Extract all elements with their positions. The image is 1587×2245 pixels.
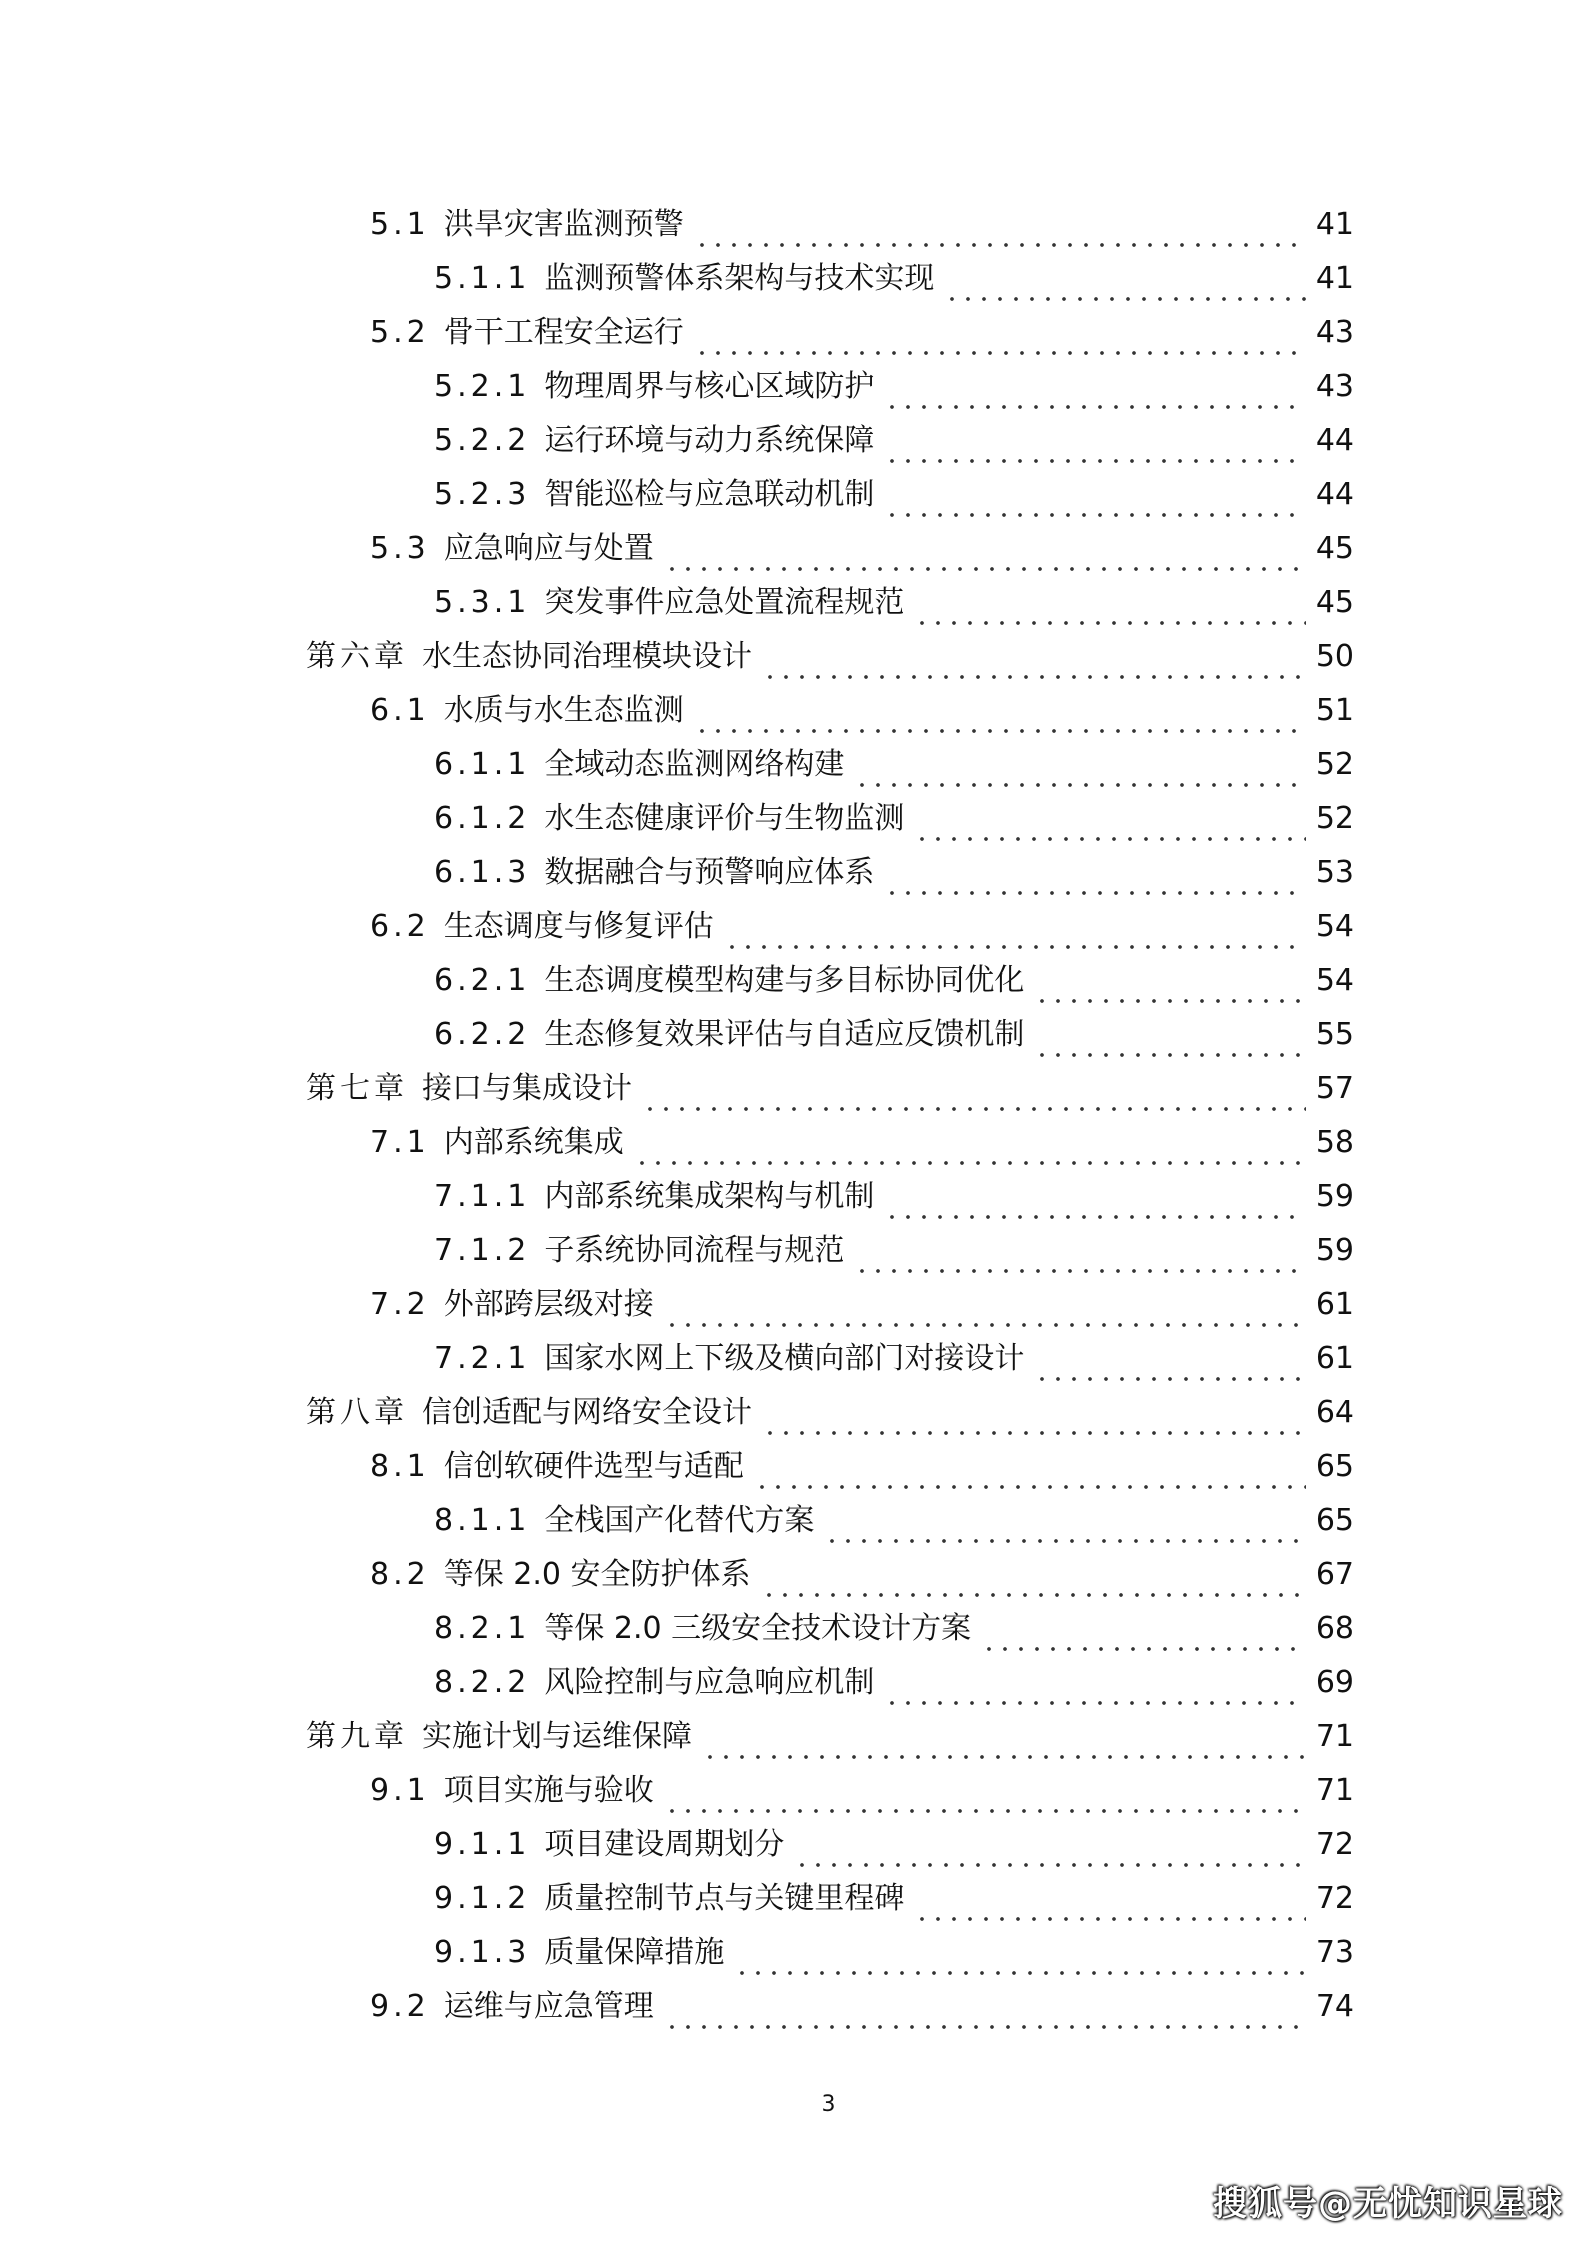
dot-leader bbox=[694, 684, 1306, 738]
dot-leader bbox=[694, 306, 1306, 360]
toc-entry-title: 等保 2.0 安全防护体系 bbox=[443, 1557, 751, 1592]
toc-entry-page: 71 bbox=[1315, 1719, 1354, 1754]
toc-entry-number: 5.3.1 bbox=[434, 585, 531, 620]
toc-entry-title: 生态修复效果评估与自适应反馈机制 bbox=[544, 1017, 1025, 1052]
dot-leader bbox=[724, 900, 1306, 954]
toc-entry-number: 6.2 bbox=[370, 909, 430, 944]
toc-entry-number: 7.2 bbox=[370, 1287, 430, 1322]
toc-entry[interactable] bbox=[370, 198, 1354, 252]
toc-entry-page: 54 bbox=[1315, 963, 1354, 998]
toc-entry[interactable] bbox=[434, 1332, 1354, 1386]
toc-entry-page: 73 bbox=[1315, 1935, 1354, 1970]
toc-entry-number: 9.1.1 bbox=[434, 1827, 531, 1862]
toc-entry[interactable] bbox=[370, 306, 1354, 360]
toc-entry-number: 5.1.1 bbox=[434, 261, 531, 296]
toc-entry-page: 59 bbox=[1315, 1179, 1354, 1214]
toc-entry-page: 44 bbox=[1315, 477, 1354, 512]
toc-entry-title: 国家水网上下级及横向部门对接设计 bbox=[544, 1341, 1025, 1376]
toc-entry-number: 6.1.3 bbox=[434, 855, 531, 890]
dot-leader bbox=[702, 1710, 1306, 1764]
toc-entry-title: 项目实施与验收 bbox=[443, 1773, 654, 1808]
toc-entry-page: 54 bbox=[1315, 909, 1354, 944]
dot-leader bbox=[981, 1602, 1306, 1656]
toc-entry-page: 69 bbox=[1315, 1665, 1354, 1700]
toc-entry-title: 质量保障措施 bbox=[544, 1935, 725, 1970]
toc-entry-number: 6.1 bbox=[370, 693, 430, 728]
toc-entry-title: 信创适配与网络安全设计 bbox=[422, 1395, 752, 1430]
toc-entry-title: 内部系统集成 bbox=[443, 1125, 624, 1160]
dot-leader bbox=[762, 630, 1306, 684]
toc-chapter-entry[interactable] bbox=[306, 630, 1354, 684]
toc-entry[interactable] bbox=[434, 1818, 1354, 1872]
toc-entry-title: 接口与集成设计 bbox=[422, 1071, 632, 1106]
toc-entry-page: 61 bbox=[1315, 1287, 1354, 1322]
toc-entry[interactable] bbox=[370, 1278, 1354, 1332]
toc-entry-page: 52 bbox=[1315, 747, 1354, 782]
dot-leader bbox=[1034, 954, 1305, 1008]
toc-entry-number: 5.2.1 bbox=[434, 369, 531, 404]
toc-entry-page: 65 bbox=[1315, 1503, 1354, 1538]
toc-entry-number: 6.2.1 bbox=[434, 963, 531, 998]
toc-entry-number: 第九章 bbox=[306, 1719, 408, 1754]
toc-entry[interactable] bbox=[434, 1656, 1354, 1710]
toc-entry-number: 5.3 bbox=[370, 531, 430, 566]
toc-entry-page: 65 bbox=[1315, 1449, 1354, 1484]
dot-leader bbox=[884, 360, 1305, 414]
toc-entry-number: 8.1.1 bbox=[434, 1503, 531, 1538]
toc-entry[interactable] bbox=[434, 1008, 1354, 1062]
toc-entry-number: 8.2.1 bbox=[434, 1611, 531, 1646]
toc-entry[interactable] bbox=[370, 1440, 1354, 1494]
toc-entry[interactable] bbox=[434, 792, 1354, 846]
toc-chapter-entry[interactable] bbox=[306, 1710, 1354, 1764]
toc-entry-page: 59 bbox=[1315, 1233, 1354, 1268]
dot-leader bbox=[642, 1062, 1306, 1116]
dot-leader bbox=[884, 414, 1305, 468]
toc-entry-number: 6.1.2 bbox=[434, 801, 531, 836]
dot-leader bbox=[884, 1656, 1305, 1710]
toc-entry[interactable] bbox=[434, 252, 1354, 306]
toc-entry-title: 洪旱灾害监测预警 bbox=[443, 207, 684, 242]
dot-leader bbox=[884, 846, 1305, 900]
toc-entry-number: 5.2.2 bbox=[434, 423, 531, 458]
toc-entry-title: 生态调度与修复评估 bbox=[443, 909, 714, 944]
toc-entry-page: 50 bbox=[1315, 639, 1354, 674]
toc-entry[interactable] bbox=[434, 576, 1354, 630]
toc-entry-title: 质量控制节点与关键里程碑 bbox=[544, 1881, 905, 1916]
toc-entry-title: 外部跨层级对接 bbox=[443, 1287, 654, 1322]
toc-entry-number: 第六章 bbox=[306, 639, 408, 674]
toc-entry[interactable] bbox=[370, 900, 1354, 954]
toc-entry-page: 71 bbox=[1315, 1773, 1354, 1808]
toc-entry-title: 监测预警体系架构与技术实现 bbox=[544, 261, 935, 296]
toc-entry-page: 41 bbox=[1315, 261, 1354, 296]
toc-entry[interactable] bbox=[370, 684, 1354, 738]
dot-leader bbox=[824, 1494, 1305, 1548]
toc-entry-page: 45 bbox=[1315, 531, 1354, 566]
toc-entry[interactable] bbox=[370, 1764, 1354, 1818]
toc-entry-number: 7.1 bbox=[370, 1125, 430, 1160]
toc-entry-page: 61 bbox=[1315, 1341, 1354, 1376]
toc-entry[interactable] bbox=[434, 414, 1354, 468]
toc-entry-title: 实施计划与运维保障 bbox=[422, 1719, 692, 1754]
toc-entry-page: 51 bbox=[1315, 693, 1354, 728]
toc-entry-title: 子系统协同流程与规范 bbox=[544, 1233, 845, 1268]
toc-entry-number: 5.2 bbox=[370, 315, 430, 350]
dot-leader bbox=[664, 1764, 1306, 1818]
toc-entry-title: 风险控制与应急响应机制 bbox=[544, 1665, 875, 1700]
dot-leader bbox=[734, 1926, 1305, 1980]
toc-entry-page: 58 bbox=[1315, 1125, 1354, 1160]
toc-entry[interactable] bbox=[434, 360, 1354, 414]
toc-entry-number: 9.1.2 bbox=[434, 1881, 531, 1916]
toc-entry-page: 43 bbox=[1315, 315, 1354, 350]
toc-entry-number: 7.2.1 bbox=[434, 1341, 531, 1376]
dot-leader bbox=[762, 1386, 1306, 1440]
toc-entry-number: 9.1 bbox=[370, 1773, 430, 1808]
dot-leader bbox=[884, 468, 1305, 522]
dot-leader bbox=[944, 252, 1305, 306]
toc-entry-page: 41 bbox=[1315, 207, 1354, 242]
toc-entry-number: 6.2.2 bbox=[434, 1017, 531, 1052]
dot-leader bbox=[664, 1278, 1306, 1332]
toc-entry-page: 64 bbox=[1315, 1395, 1354, 1430]
dot-leader bbox=[1034, 1332, 1305, 1386]
toc-entry[interactable] bbox=[434, 468, 1354, 522]
toc-entry-title: 运维与应急管理 bbox=[443, 1989, 654, 2024]
toc-entry-page: 45 bbox=[1315, 585, 1354, 620]
toc-entry-number: 8.2.2 bbox=[434, 1665, 531, 1700]
toc-entry[interactable] bbox=[434, 1926, 1354, 1980]
toc-entry-title: 水生态协同治理模块设计 bbox=[422, 639, 752, 674]
dot-leader bbox=[854, 738, 1305, 792]
toc-entry[interactable] bbox=[434, 1494, 1354, 1548]
toc-entry-number: 6.1.1 bbox=[434, 747, 531, 782]
toc-entry-title: 智能巡检与应急联动机制 bbox=[544, 477, 875, 512]
toc-entry-number: 7.1.1 bbox=[434, 1179, 531, 1214]
toc-entry-title: 全域动态监测网络构建 bbox=[544, 747, 845, 782]
toc-entry-page: 44 bbox=[1315, 423, 1354, 458]
dot-leader bbox=[664, 1980, 1306, 2034]
toc-entry-number: 9.1.3 bbox=[434, 1935, 531, 1970]
toc-entry-page: 67 bbox=[1315, 1557, 1354, 1592]
toc-entry-title: 信创软硬件选型与适配 bbox=[443, 1449, 744, 1484]
toc-entry-page: 72 bbox=[1315, 1827, 1354, 1862]
toc-entry-number: 第七章 bbox=[306, 1071, 408, 1106]
toc-chapter-entry[interactable] bbox=[306, 1062, 1354, 1116]
dot-leader bbox=[794, 1818, 1305, 1872]
dot-leader bbox=[754, 1440, 1306, 1494]
toc-entry-number: 8.2 bbox=[370, 1557, 430, 1592]
toc-entry-title: 骨干工程安全运行 bbox=[443, 315, 684, 350]
toc-entry[interactable] bbox=[370, 1980, 1354, 2034]
watermark: 搜狐号@无忧知识星球 bbox=[1213, 2184, 1563, 2224]
toc-entry-title: 内部系统集成架构与机制 bbox=[544, 1179, 875, 1214]
toc-entry[interactable] bbox=[434, 1224, 1354, 1278]
toc-entry-number: 第八章 bbox=[306, 1395, 408, 1430]
toc-entry[interactable] bbox=[434, 1872, 1354, 1926]
toc-entry-title: 突发事件应急处置流程规范 bbox=[544, 585, 905, 620]
toc-entry-page: 74 bbox=[1315, 1989, 1354, 2024]
toc-entry-title: 水质与水生态监测 bbox=[443, 693, 684, 728]
toc-entry[interactable] bbox=[434, 1602, 1354, 1656]
dot-leader bbox=[914, 576, 1305, 630]
toc-entry-number: 8.1 bbox=[370, 1449, 430, 1484]
toc-entry[interactable] bbox=[370, 1548, 1354, 1602]
toc-entry[interactable] bbox=[434, 954, 1354, 1008]
dot-leader bbox=[634, 1116, 1306, 1170]
toc-entry-title: 应急响应与处置 bbox=[443, 531, 654, 566]
toc-entry-title: 数据融合与预警响应体系 bbox=[544, 855, 875, 890]
toc-entry-title: 水生态健康评价与生物监测 bbox=[544, 801, 905, 836]
toc-entry-page: 68 bbox=[1315, 1611, 1354, 1646]
toc-entry-title: 等保 2.0 三级安全技术设计方案 bbox=[544, 1611, 972, 1646]
toc-entry-title: 物理周界与核心区域防护 bbox=[544, 369, 875, 404]
toc-entry-number: 5.1 bbox=[370, 207, 430, 242]
dot-leader bbox=[761, 1548, 1306, 1602]
toc-entry-title: 项目建设周期划分 bbox=[544, 1827, 785, 1862]
toc-entry[interactable] bbox=[434, 1170, 1354, 1224]
toc-entry-title: 运行环境与动力系统保障 bbox=[544, 423, 875, 458]
dot-leader bbox=[664, 522, 1306, 576]
toc-chapter-entry[interactable] bbox=[306, 1386, 1354, 1440]
dot-leader bbox=[854, 1224, 1305, 1278]
dot-leader bbox=[884, 1170, 1305, 1224]
toc-entry-title: 全栈国产化替代方案 bbox=[544, 1503, 815, 1538]
toc-entry-page: 52 bbox=[1315, 801, 1354, 836]
toc-entry-page: 72 bbox=[1315, 1881, 1354, 1916]
toc-entry-page: 43 bbox=[1315, 369, 1354, 404]
toc-entry[interactable] bbox=[434, 738, 1354, 792]
page-number: 3 bbox=[821, 2092, 836, 2117]
toc-entry-number: 9.2 bbox=[370, 1989, 430, 2024]
toc-entry-title: 生态调度模型构建与多目标协同优化 bbox=[544, 963, 1025, 998]
dot-leader bbox=[1034, 1008, 1305, 1062]
toc-entry[interactable] bbox=[370, 1116, 1354, 1170]
toc-entry[interactable] bbox=[370, 522, 1354, 576]
toc-entry-page: 57 bbox=[1315, 1071, 1354, 1106]
toc-entry-page: 55 bbox=[1315, 1017, 1354, 1052]
dot-leader bbox=[914, 792, 1305, 846]
toc-entry[interactable] bbox=[434, 846, 1354, 900]
toc-entry-number: 5.2.3 bbox=[434, 477, 531, 512]
dot-leader bbox=[914, 1872, 1305, 1926]
toc-entry-page: 53 bbox=[1315, 855, 1354, 890]
dot-leader bbox=[694, 198, 1306, 252]
toc-entry-number: 7.1.2 bbox=[434, 1233, 531, 1268]
